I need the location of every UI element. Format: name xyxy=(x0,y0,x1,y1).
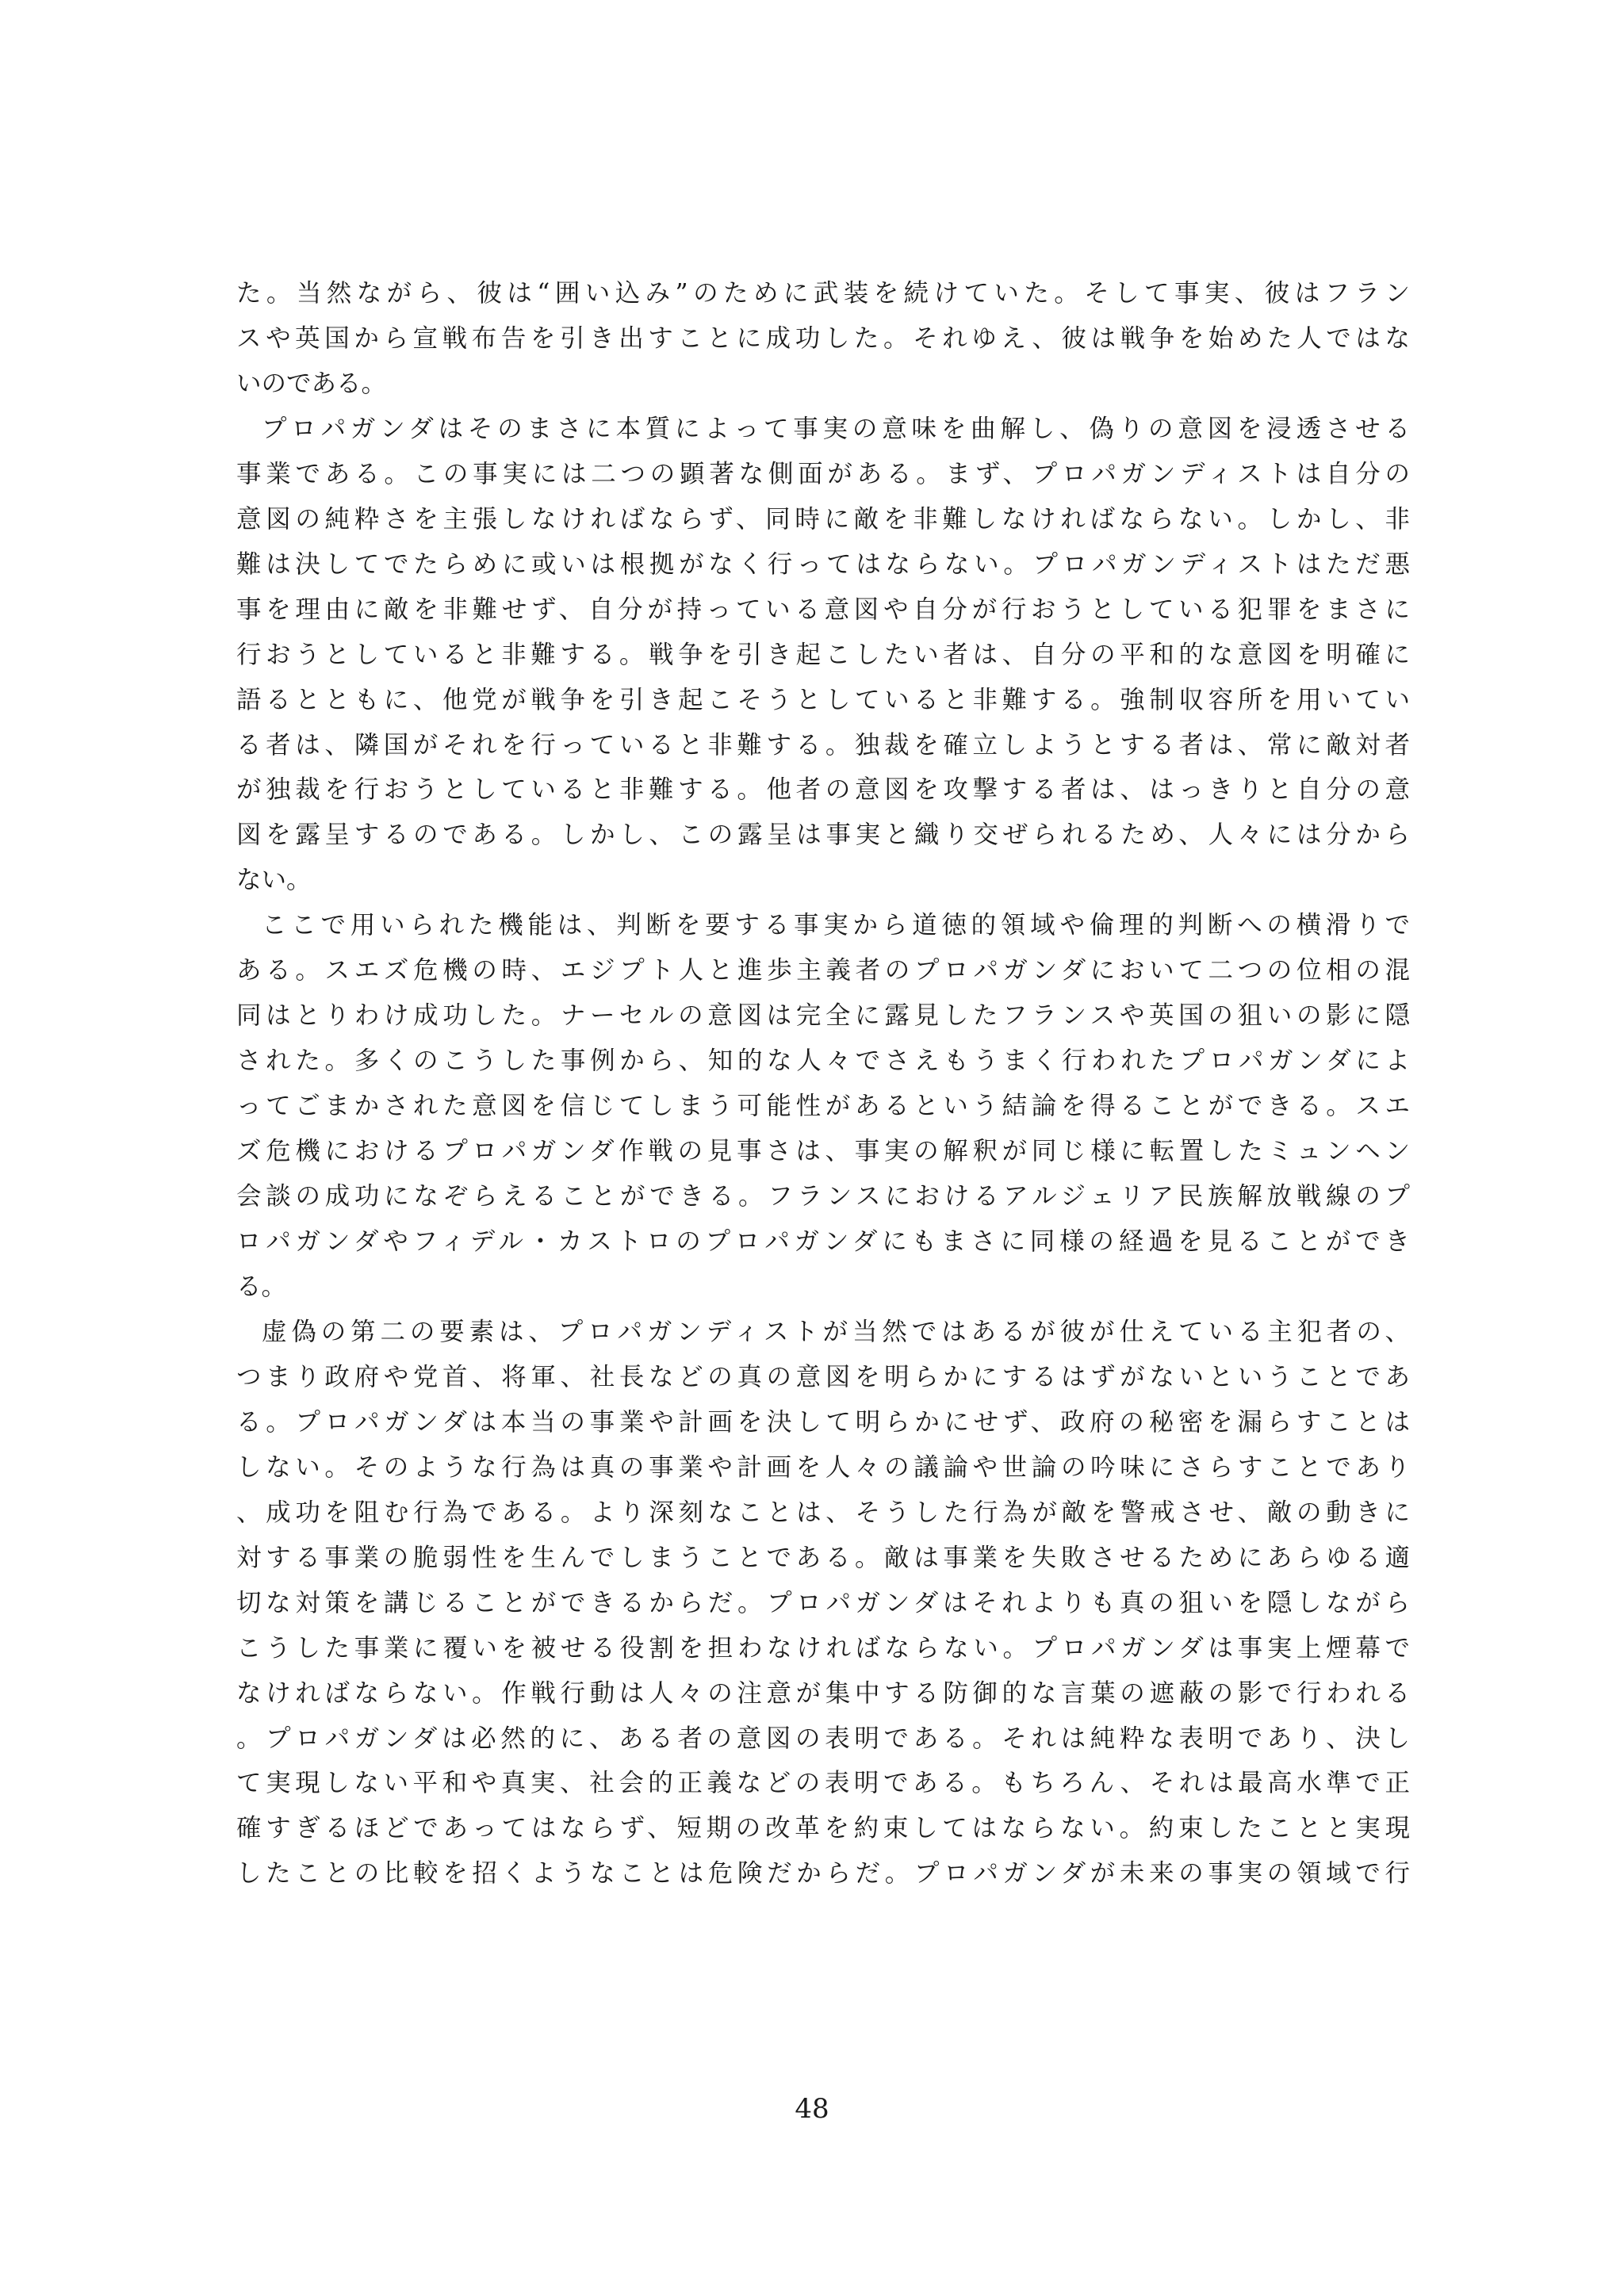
text-line: ない。 xyxy=(236,866,312,895)
text-line: ズ危機におけるプロパガンダ作戦の見事さは、事実の解釈が同じ様に転置したミュンヘン xyxy=(236,1137,1410,1166)
text-line: た。当然ながら、彼は“囲い込み”のために武装を続けていた。そして事実、彼はフラン xyxy=(236,279,1410,308)
text-line: ここで用いられた機能は、判断を要する事実から道徳的領域や倫理的判断への横滑りで xyxy=(262,911,1410,940)
text-line: プロパガンダはそのまさに本質によって事実の意味を曲解し、偽りの意図を浸透させる xyxy=(262,414,1410,443)
text-line: る。 xyxy=(236,1272,287,1301)
text-line: された。多くのこうした事例から、知的な人々でさえもうまく行われたプロパガンダによ xyxy=(236,1047,1410,1076)
text-line: しない。そのような行為は真の事業や計画を人々の議論や世論の吟味にさらすことであり xyxy=(236,1452,1410,1482)
text-line: 難は決してでたらめに或いは根拠がなく行ってはならない。プロパガンディストはただ悪 xyxy=(236,549,1410,579)
text-line: なければならない。作戦行動は人々の注意が集中する防御的な言葉の遮蔽の影で行われる xyxy=(236,1678,1410,1708)
text-line: て実現しない平和や真実、社会的正義などの表明である。もちろん、それは最高水準で正 xyxy=(236,1769,1410,1798)
text-line: 虚偽の第二の要素は、プロパガンディストが当然ではあるが彼が仕えている主犯者の、 xyxy=(262,1317,1410,1346)
text-line: る者は、隣国がそれを行っていると非難する。独裁を確立しようとする者は、常に敵対者 xyxy=(236,730,1410,760)
text-line: 同はとりわけ成功した。ナーセルの意図は完全に露見したフランスや英国の狙いの影に隠 xyxy=(236,1001,1410,1031)
text-line: 語るとともに、他党が戦争を引き起こそうとしていると非難する。強制収容所を用いてい xyxy=(236,685,1410,714)
text-line: 会談の成功になぞらえることができる。フランスにおけるアルジェリア民族解放戦線のプ xyxy=(236,1182,1410,1211)
body-text xyxy=(236,271,1410,1896)
text-line: 意図の純粋さを主張しなければならず、同時に敵を非難しなければならない。しかし、非 xyxy=(236,504,1410,534)
text-line: 事を理由に敵を非難せず、自分が持っている意図や自分が行おうとしている犯罪をまさに xyxy=(236,595,1410,624)
text-line: ロパガンダやフィデル・カストロのプロパガンダにもまさに同様の経過を見ることができ xyxy=(236,1227,1410,1257)
text-line: いのである。 xyxy=(236,369,387,398)
text-line: 確すぎるほどであってはならず、短期の改革を約束してはならない。約束したことと実現 xyxy=(236,1814,1410,1843)
page-number: 48 xyxy=(795,2093,829,2125)
text-line: 、成功を阻む行為である。より深刻なことは、そうした行為が敵を警戒させ、敵の動きに xyxy=(236,1498,1410,1527)
text-line: スや英国から宣戦布告を引き出すことに成功した。それゆえ、彼は戦争を始めた人ではな xyxy=(236,323,1410,353)
text-line: 図を露呈するのである。しかし、この露呈は事実と織り交ぜられるため、人々には分から xyxy=(236,821,1410,850)
text-line: こうした事業に覆いを被せる役割を担わなければならない。プロパガンダは事実上煙幕で xyxy=(236,1633,1410,1663)
text-line: ってごまかされた意図を信じてしまう可能性があるという結論を得ることができる。スエ xyxy=(236,1092,1410,1121)
text-line: 。プロパガンダは必然的に、ある者の意図の表明である。それは純粋な表明であり、決し xyxy=(236,1724,1410,1753)
text-line: したことの比較を招くようなことは危険だからだ。プロパガンダが未来の事実の領域で行 xyxy=(236,1859,1410,1888)
text-line: 切な対策を講じることができるからだ。プロパガンダはそれよりも真の狙いを隠しながら xyxy=(236,1588,1410,1617)
text-line: る。プロパガンダは本当の事業や計画を決して明らかにせず、政府の秘密を漏らすことは xyxy=(236,1407,1410,1437)
text-line: 行おうとしていると非難する。戦争を引き起こしたい者は、自分の平和的な意図を明確に xyxy=(236,640,1410,669)
text-line: ある。スエズ危機の時、エジプト人と進歩主義者のプロパガンダにおいて二つの位相の混 xyxy=(236,956,1410,985)
text-line: 対する事業の脆弱性を生んでしまうことである。敵は事業を失敗させるためにあらゆる適 xyxy=(236,1543,1410,1572)
text-line: つまり政府や党首、将軍、社長などの真の意図を明らかにするはずがないということであ xyxy=(236,1362,1410,1391)
text-line: が独裁を行おうとしていると非難する。他者の意図を攻撃する者は、はっきりと自分の意 xyxy=(236,775,1410,805)
text-line: 事業である。この事実には二つの顕著な側面がある。まず、プロパガンディストは自分の xyxy=(236,459,1410,488)
